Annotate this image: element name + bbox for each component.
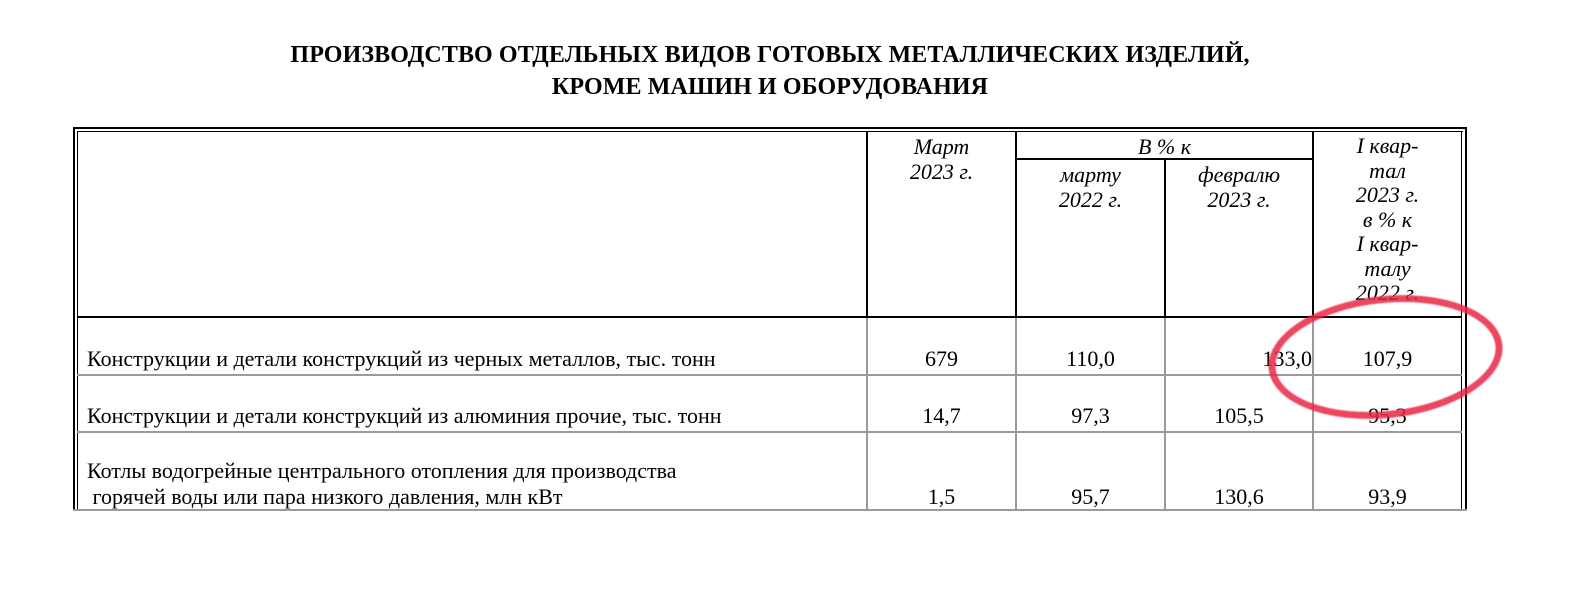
row-1-march-2023: 679 [925,346,958,371]
row-2-march-2023: 14,7 [922,403,961,428]
header-bottom-rule [77,316,1462,318]
row-1-label: Конструкции и детали конструкций из черных металлов, тыс. тонн [87,346,716,371]
table-border-top-inner [77,131,1463,132]
row-1-vs-march-2022: 110,0 [1066,346,1115,371]
row-2-vs-feb-2023: 105,5 [1214,403,1264,428]
row-3-march-2023: 1,5 [927,484,956,509]
row-3-label-line-1: Котлы водогрейные центрального отопления для производства [87,458,677,483]
row-1-q1-vs-q1: 107,9 [1362,346,1413,371]
row-divider-2 [77,431,1462,433]
row-3-q1-vs-q1: 93,9 [1368,484,1407,509]
page-title-line-2: КРОМЕ МАШИН И ОБОРУДОВАНИЯ [551,74,989,100]
table-border-top-outer [73,127,1467,129]
page-title-line-1: ПРОИЗВОДСТВО ОТДЕЛЬНЫХ ВИДОВ ГОТОВЫХ МЕТАЛЛИЧЕСКИХ ИЗДЕЛИЙ, [290,42,1250,68]
row-1-vs-feb-2023: 133,0 [1262,346,1312,371]
row-divider-1 [77,374,1462,376]
row-2-label: Конструкции и детали конструкций из алюминия прочие, тыс. тонн [87,403,722,428]
header-vs-march-2022: марту 2022 г. [1058,162,1123,212]
header-vs-feb-2023: февралю 2023 г. [1197,162,1281,212]
table-border-left-outer [73,127,75,511]
header-q1-vs-q1: I квар- тал 2023 г. в % к I квар- талу 2022 г. [1355,133,1420,305]
row-3-vs-march-2022: 95,7 [1071,484,1110,509]
row-2-q1-vs-q1: 95,3 [1368,403,1407,428]
row-3-vs-feb-2023: 130,6 [1214,484,1264,509]
header-percent-group: В % к [1137,134,1192,159]
row-2-vs-march-2022: 97,3 [1071,403,1110,428]
table-border-left-inner [77,131,78,511]
header-march-2023: Март 2023 г. [909,134,974,184]
row-3-label-line-2: горячей воды или пара низкого давления, млн кВт [87,484,563,509]
